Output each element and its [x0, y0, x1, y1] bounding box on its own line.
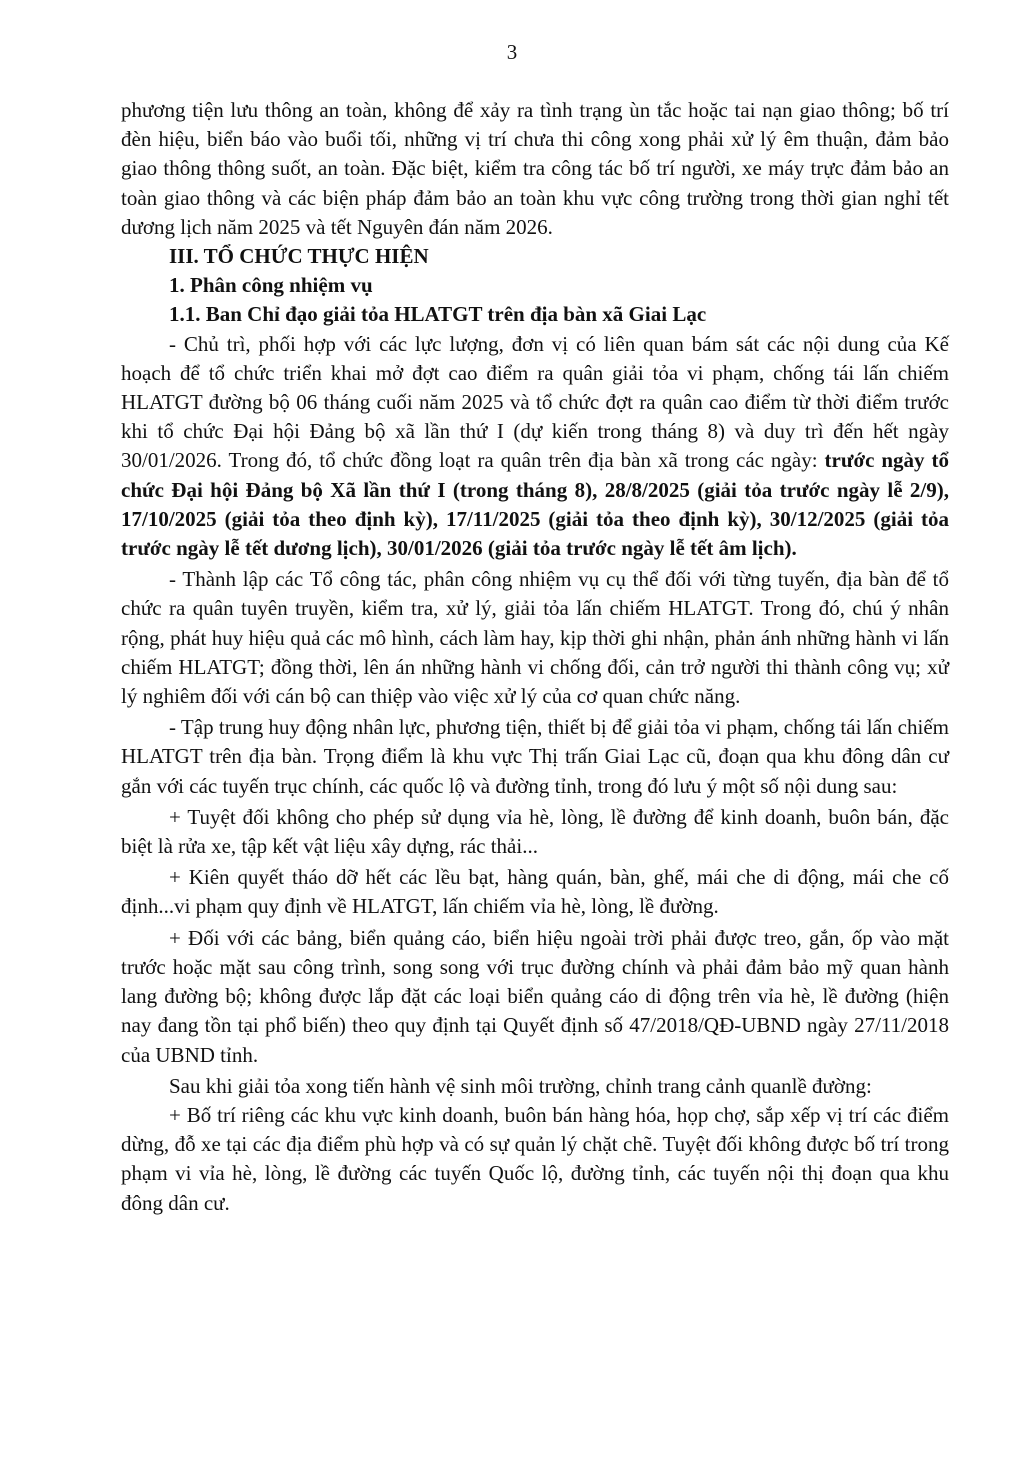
- page-number: 3: [506, 40, 518, 64]
- paragraph-bo-tri: + Bố trí riêng các khu vực kinh doanh, buôn bán hàng hóa, họp chợ, sắp xếp vị trí các điểm dừng, đỗ xe tại các địa điểm phù hợp và có sự quản lý chặt chẽ. Tuyệt đối không được bố trí trong phạm vi vỉa hè, lòng, lề đường các tuyến Quốc lộ, đường tỉnh, các tuyến nội thị đoạn qua khu đông dân cư.: [121, 1102, 949, 1215]
- paragraph-thanh-lap: - Thành lập các Tổ công tác, phân công nhiệm vụ cụ thể đối với từng tuyến, địa bàn để tổ chức ra quân tuyên truyền, kiểm tra, xử lý, giải tỏa lấn chiếm HLATGT. Trong đó, chú ý nhân rộng, phát huy hiệu quả các mô hình, cách làm hay, kịp thời ghi nhận, phản ánh những hành vi lấn chiếm HLATGT; đồng thời, lên án những hành vi chống đối, cản trở người thi thành công vụ; xử lý nghiêm đối với cán bộ can thiệp vào việc xử lý của cơ quan chức năng.: [121, 567, 949, 709]
- paragraph-tap-trung: - Tập trung huy động nhân lực, phương tiện, thiết bị để giải tỏa vi phạm, chống tái lấn chiếm HLATGT trên địa bàn. Trọng điểm là khu vực Thị trấn Giai Lạc cũ, đoạn qua khu đông dân cư gắn với các tuyến trục chính, các quốc lộ và đường tỉnh, trong đó lưu ý một số nội dung sau:: [121, 715, 949, 798]
- paragraph-sau-khi: Sau khi giải tỏa xong tiến hành vệ sinh môi trường, chỉnh trang cảnh quanlề đường:: [169, 1073, 872, 1098]
- paragraph-tuyet-doi: + Tuyệt đối không cho phép sử dụng vỉa hè, lòng, lề đường để kinh doanh, buôn bán, đặc biệt là rửa xe, tập kết vật liệu xây dựng, rác thải...: [121, 804, 949, 859]
- paragraph-chu-tri-dates: trước ngày tổ chức Đại hội Đảng bộ Xã lần thứ I (trong tháng 8), 28/8/2025 (giải tỏa trước ngày lễ 2/9), 17/10/2025 (giải tỏa theo định kỳ), 17/11/2025 (giải tỏa theo định kỳ), 30/12/2025 (giải tỏa trước ngày lễ tết dương lịch), 30/01/2026 (giải tỏa trước ngày lễ tết âm lịch).: [121, 448, 949, 561]
- paragraph-kien-quyet: + Kiên quyết tháo dỡ hết các lều bạt, hàng quán, bàn, ghế, mái che di động, mái che cố định...vi phạm quy định về HLATGT, lấn chiếm vỉa hè, lòng, lề đường.: [121, 865, 949, 919]
- paragraph-chu-tri: [121, 330, 949, 564]
- section-heading-iii: III. TỔ CHỨC THỰC HIỆN: [169, 244, 429, 269]
- subsection-heading-1-1: 1.1. Ban Chỉ đạo giải tỏa HLATGT trên địa bàn xã Giai Lạc: [169, 302, 707, 327]
- paragraph-bang-bien: + Đối với các bảng, biển quảng cáo, biển hiệu ngoài trời phải được treo, gắn, ốp vào mặt trước hoặc mặt sau công trình, song song với trục đường chính và phải đảm bảo mỹ quan hành lang đường bộ; không được lắp đặt các loại biển quảng cáo di động trên vỉa hè, lề đường (hiện nay đang tồn tại phổ biến) theo quy định tại Quyết định số 47/2018/QĐ-UBND ngày 27/11/2018 của UBND tỉnh.: [121, 925, 949, 1067]
- paragraph-intro-continuation: phương tiện lưu thông an toàn, không để xảy ra tình trạng ùn tắc hoặc tai nạn giao thông; bố trí đèn hiệu, biển báo vào buổi tối, những vị trí chưa thi công xong phải xử lý êm thuận, đảm bảo giao thông thông suốt, an toàn. Đặc biệt, kiểm tra công tác bố trí người, xe máy trực đảm bảo an toàn giao thông và các biện pháp đảm bảo an toàn khu vực công trường trong thời gian nghỉ tết dương lịch năm 2025 và tết Nguyên đán năm 2026.: [121, 98, 949, 239]
- paragraph-chu-tri-text: - Chủ trì, phối hợp với các lực lượng, đơn vị có liên quan bám sát các nội dung của Kế hoạch để tổ chức triển khai mở đợt cao điểm ra quân giải tỏa vi phạm, chống tái lấn chiếm HLATGT đường bộ 06 tháng cuối năm 2025 và tổ chức đợt ra quân cao điểm từ thời điểm trước khi tổ chức Đại hội Đảng bộ xã lần thứ I (dự kiến trong tháng 8) và duy trì đến hết ngày 30/01/2026. Trong đó, tổ chức đồng loạt ra quân trên địa bàn xã trong các ngày:: [121, 331, 949, 473]
- subsection-heading-1: 1. Phân công nhiệm vụ: [169, 273, 373, 298]
- document-body: [121, 96, 949, 1218]
